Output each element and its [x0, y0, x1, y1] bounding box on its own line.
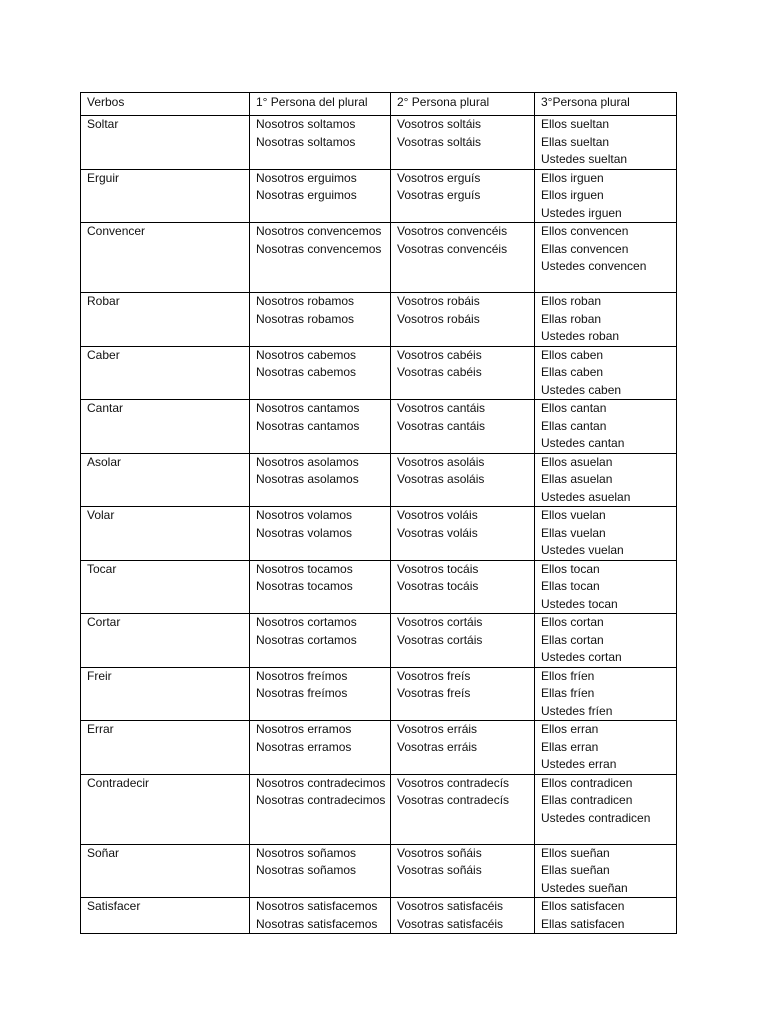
- third-person-cell: [535, 721, 677, 775]
- conjugation-line: Vosotras freís: [397, 686, 471, 700]
- second-person-cell: [391, 898, 535, 934]
- verb-cell: Contradecir: [81, 774, 250, 844]
- first-person-cell: [250, 774, 391, 844]
- conjugation-line: Ellas cortan: [541, 632, 604, 647]
- first-person-cell: [250, 400, 391, 454]
- conjugation-line: Vosotras tocáis: [397, 579, 479, 593]
- conjugation-line: Nosotras cantamos: [256, 418, 360, 433]
- table-row: [81, 721, 677, 775]
- header-cell-second-person: 2° Persona plural: [391, 93, 535, 116]
- second-person-cell: [391, 614, 535, 668]
- conjugation-line: Ellos irguen: [541, 170, 604, 185]
- conjugation-line: Ellas satisfacen: [541, 916, 625, 931]
- table-body: [81, 93, 677, 934]
- conjugation-line: Ellos satisfacen: [541, 899, 625, 913]
- conjugation-line: Vosotros cabéis: [397, 347, 482, 362]
- verb-cell: Erguir: [81, 169, 250, 223]
- first-person-cell: [250, 507, 391, 561]
- verb-cell: Soñar: [81, 844, 250, 898]
- third-person-cell: [535, 223, 677, 293]
- conjugation-line: Ustedes asuelan: [541, 489, 631, 504]
- conjugation-line: Nosotros erguimos: [256, 170, 357, 185]
- conjugation-line: Ustedes sueñan: [541, 880, 628, 895]
- conjugation-line: Vosotros robáis: [397, 311, 480, 326]
- conjugation-line: Vosotras voláis: [397, 525, 478, 540]
- conjugation-line: Ellas sueñan: [541, 863, 610, 877]
- conjugation-line: Nosotros satisfacemos: [256, 899, 378, 913]
- conjugation-line: Ellas fríen: [541, 686, 595, 700]
- verb-cell: Tocar: [81, 560, 250, 614]
- conjugation-line: Vosotras contradecís: [397, 793, 510, 807]
- conjugation-line: Ellos convencen: [541, 224, 629, 238]
- first-person-cell: [250, 844, 391, 898]
- header-cell-third-person: 3°Persona plural: [535, 93, 677, 116]
- verb-cell: Cantar: [81, 400, 250, 454]
- conjugation-line: Vosotras erráis: [397, 739, 478, 754]
- conjugation-line: Vosotros cantáis: [397, 401, 486, 415]
- conjugation-line: Ustedes sueltan: [541, 152, 628, 166]
- second-person-cell: [391, 223, 535, 293]
- conjugation-line: Ellos fríen: [541, 668, 595, 683]
- conjugation-line: Ustedes contradicen: [541, 810, 651, 825]
- second-person-cell: [391, 667, 535, 721]
- conjugation-line: Ellas convencen: [541, 241, 629, 256]
- conjugation-line: Nosotras erguimos: [256, 188, 357, 202]
- first-person-cell: [250, 453, 391, 507]
- conjugation-line: Vosotros erráis: [397, 722, 478, 736]
- conjugation-line: Ustedes cantan: [541, 436, 625, 450]
- second-person-cell: [391, 507, 535, 561]
- conjugation-line: Ustedes tocan: [541, 596, 618, 611]
- conjugation-line: Nosotras satisfacemos: [256, 916, 378, 931]
- conjugation-line: Vosotras cortáis: [397, 632, 483, 647]
- conjugation-line: Ellas asuelan: [541, 472, 613, 486]
- conjugation-line: Vosotros asoláis: [397, 454, 485, 469]
- conjugation-line: Vosotros contradecís: [397, 775, 510, 790]
- conjugation-line: Ellas erran: [541, 739, 599, 754]
- conjugation-line: Ellas contradicen: [541, 793, 633, 807]
- first-person-cell: [250, 346, 391, 400]
- second-person-cell: [391, 774, 535, 844]
- conjugation-line: Vosotros cortáis: [397, 615, 483, 629]
- first-person-cell: [250, 721, 391, 775]
- table-row: [81, 614, 677, 668]
- verb-cell: Asolar: [81, 453, 250, 507]
- conjugation-line: Ellos cortan: [541, 615, 604, 629]
- table-row: [81, 400, 677, 454]
- verb-cell: Satisfacer: [81, 898, 250, 934]
- conjugation-line: Ellos tocan: [541, 561, 600, 576]
- verb-cell: Convencer: [81, 223, 250, 293]
- second-person-cell: [391, 844, 535, 898]
- conjugation-line: Ustedes erran: [541, 757, 617, 771]
- third-person-cell: [535, 614, 677, 668]
- verb-conjugation-table: [80, 92, 677, 934]
- conjugation-line: Nosotros cabemos: [256, 347, 357, 362]
- conjugation-line: Ellos sueñan: [541, 845, 610, 860]
- conjugation-line: Ellos caben: [541, 347, 604, 362]
- conjugation-line: Vosotras asoláis: [397, 472, 485, 486]
- third-person-cell: [535, 667, 677, 721]
- conjugation-line: Nosotros soñamos: [256, 845, 357, 860]
- conjugation-line: Ellas tocan: [541, 579, 600, 593]
- table-row: [81, 223, 677, 293]
- table-row: [81, 560, 677, 614]
- table-row: [81, 116, 677, 170]
- conjugation-line: Ellos erran: [541, 722, 599, 736]
- conjugation-line: Nosotras cabemos: [256, 365, 357, 379]
- third-person-cell: [535, 346, 677, 400]
- conjugation-line: Vosotros soñáis: [397, 845, 482, 860]
- second-person-cell: [391, 560, 535, 614]
- conjugation-line: Ustedes vuelan: [541, 543, 624, 557]
- verb-cell: Freir: [81, 667, 250, 721]
- conjugation-line: Ustedes irguen: [541, 205, 622, 220]
- first-person-cell: [250, 169, 391, 223]
- conjugation-line: Vosotros voláis: [397, 508, 478, 522]
- conjugation-line: Nosotros freímos: [256, 668, 348, 683]
- third-person-cell: [535, 844, 677, 898]
- conjugation-line: Ellas roban: [541, 311, 602, 326]
- conjugation-line: Nosotras contradecimos: [256, 793, 386, 807]
- conjugation-line: Ellas cantan: [541, 418, 607, 433]
- table-row: [81, 293, 677, 347]
- first-person-cell: [250, 667, 391, 721]
- conjugation-line: Nosotros erramos: [256, 722, 352, 736]
- header-cell-first-person: 1° Persona del plural: [250, 93, 391, 116]
- table-row: [81, 169, 677, 223]
- conjugation-line: Nosotros robamos: [256, 294, 355, 308]
- table-row: [81, 507, 677, 561]
- third-person-cell: [535, 507, 677, 561]
- verb-cell: Cortar: [81, 614, 250, 668]
- header-cell-verb: Verbos: [81, 93, 250, 116]
- first-person-cell: [250, 293, 391, 347]
- conjugation-line: Ellos cantan: [541, 401, 607, 415]
- conjugation-line: Nosotros contradecimos: [256, 775, 386, 790]
- verb-cell: Errar: [81, 721, 250, 775]
- conjugation-line: Vosotras convencéis: [397, 241, 508, 256]
- conjugation-line: Ellas caben: [541, 365, 604, 379]
- table-row: [81, 844, 677, 898]
- conjugation-line: Ellas sueltan: [541, 134, 610, 149]
- conjugation-line: Ellas vuelan: [541, 525, 606, 540]
- conjugation-line: Nosotras tocamos: [256, 579, 353, 593]
- third-person-cell: [535, 400, 677, 454]
- second-person-cell: [391, 116, 535, 170]
- first-person-cell: [250, 614, 391, 668]
- second-person-cell: [391, 453, 535, 507]
- second-person-cell: [391, 169, 535, 223]
- conjugation-line: Vosotras satisfacéis: [397, 916, 504, 931]
- conjugation-line: Ustedes roban: [541, 329, 620, 343]
- verb-cell: Soltar: [81, 116, 250, 170]
- conjugation-line: Nosotras robamos: [256, 311, 355, 326]
- first-person-cell: [250, 223, 391, 293]
- conjugation-line: Ustedes cortan: [541, 650, 622, 664]
- conjugation-line: Vosotros robáis: [397, 294, 480, 308]
- third-person-cell: [535, 293, 677, 347]
- first-person-cell: [250, 560, 391, 614]
- conjugation-line: Vosotros erguís: [397, 170, 481, 185]
- conjugation-line: Nosotras cortamos: [256, 632, 357, 647]
- conjugation-line: Nosotras freímos: [256, 686, 348, 700]
- conjugation-line: Vosotros soltáis: [397, 117, 482, 131]
- conjugation-line: Nosotras erramos: [256, 739, 352, 754]
- conjugation-line: Nosotros asolamos: [256, 454, 359, 469]
- conjugation-line: Nosotros volamos: [256, 508, 353, 522]
- table-row: [81, 774, 677, 844]
- table-header-row: [81, 93, 677, 116]
- third-person-cell: [535, 116, 677, 170]
- third-person-cell: [535, 169, 677, 223]
- conjugation-line: Ustedes fríen: [541, 703, 613, 718]
- conjugation-line: Ellos sueltan: [541, 117, 610, 131]
- second-person-cell: [391, 346, 535, 400]
- conjugation-line: Nosotros cortamos: [256, 615, 357, 629]
- conjugation-line: Nosotros soltamos: [256, 117, 356, 131]
- table-row: [81, 898, 677, 934]
- table-row: [81, 346, 677, 400]
- second-person-cell: [391, 400, 535, 454]
- conjugation-line: Vosotros satisfacéis: [397, 899, 504, 913]
- conjugation-line: Nosotras soltamos: [256, 134, 356, 149]
- conjugation-line: Vosotros tocáis: [397, 561, 479, 576]
- second-person-cell: [391, 721, 535, 775]
- conjugation-line: Nosotros cantamos: [256, 401, 360, 415]
- first-person-cell: [250, 116, 391, 170]
- verb-cell: Volar: [81, 507, 250, 561]
- conjugation-line: Ellos contradicen: [541, 775, 633, 790]
- second-person-cell: [391, 293, 535, 347]
- conjugation-line: Ustedes caben: [541, 382, 622, 397]
- third-person-cell: [535, 774, 677, 844]
- conjugation-line: Vosotras soñáis: [397, 863, 482, 877]
- conjugation-line: Ellos asuelan: [541, 454, 613, 469]
- conjugation-line: Vosotros freís: [397, 668, 471, 683]
- conjugation-line: Ellos roban: [541, 294, 602, 308]
- conjugation-line: Vosotros convencéis: [397, 224, 508, 238]
- table-row: [81, 453, 677, 507]
- conjugation-line: Nosotras soñamos: [256, 863, 357, 877]
- verb-cell: Caber: [81, 346, 250, 400]
- conjugation-line: Nosotras convencemos: [256, 241, 382, 256]
- conjugation-line: Nosotros tocamos: [256, 561, 353, 576]
- conjugation-line: Nosotras volamos: [256, 525, 353, 540]
- third-person-cell: [535, 453, 677, 507]
- conjugation-line: Ustedes convencen: [541, 259, 647, 273]
- conjugation-line: Vosotras cabéis: [397, 365, 482, 379]
- conjugation-line: Vosotras cantáis: [397, 418, 486, 433]
- third-person-cell: [535, 898, 677, 934]
- first-person-cell: [250, 898, 391, 934]
- conjugation-line: Nosotros convencemos: [256, 224, 382, 238]
- verb-cell: Robar: [81, 293, 250, 347]
- third-person-cell: [535, 560, 677, 614]
- conjugation-line: Ellos irguen: [541, 188, 604, 202]
- conjugation-line: Nosotras asolamos: [256, 472, 359, 486]
- conjugation-line: Vosotras erguís: [397, 188, 481, 202]
- conjugation-line: Ellos vuelan: [541, 508, 606, 522]
- table-row: [81, 667, 677, 721]
- conjugation-line: Vosotras soltáis: [397, 134, 482, 149]
